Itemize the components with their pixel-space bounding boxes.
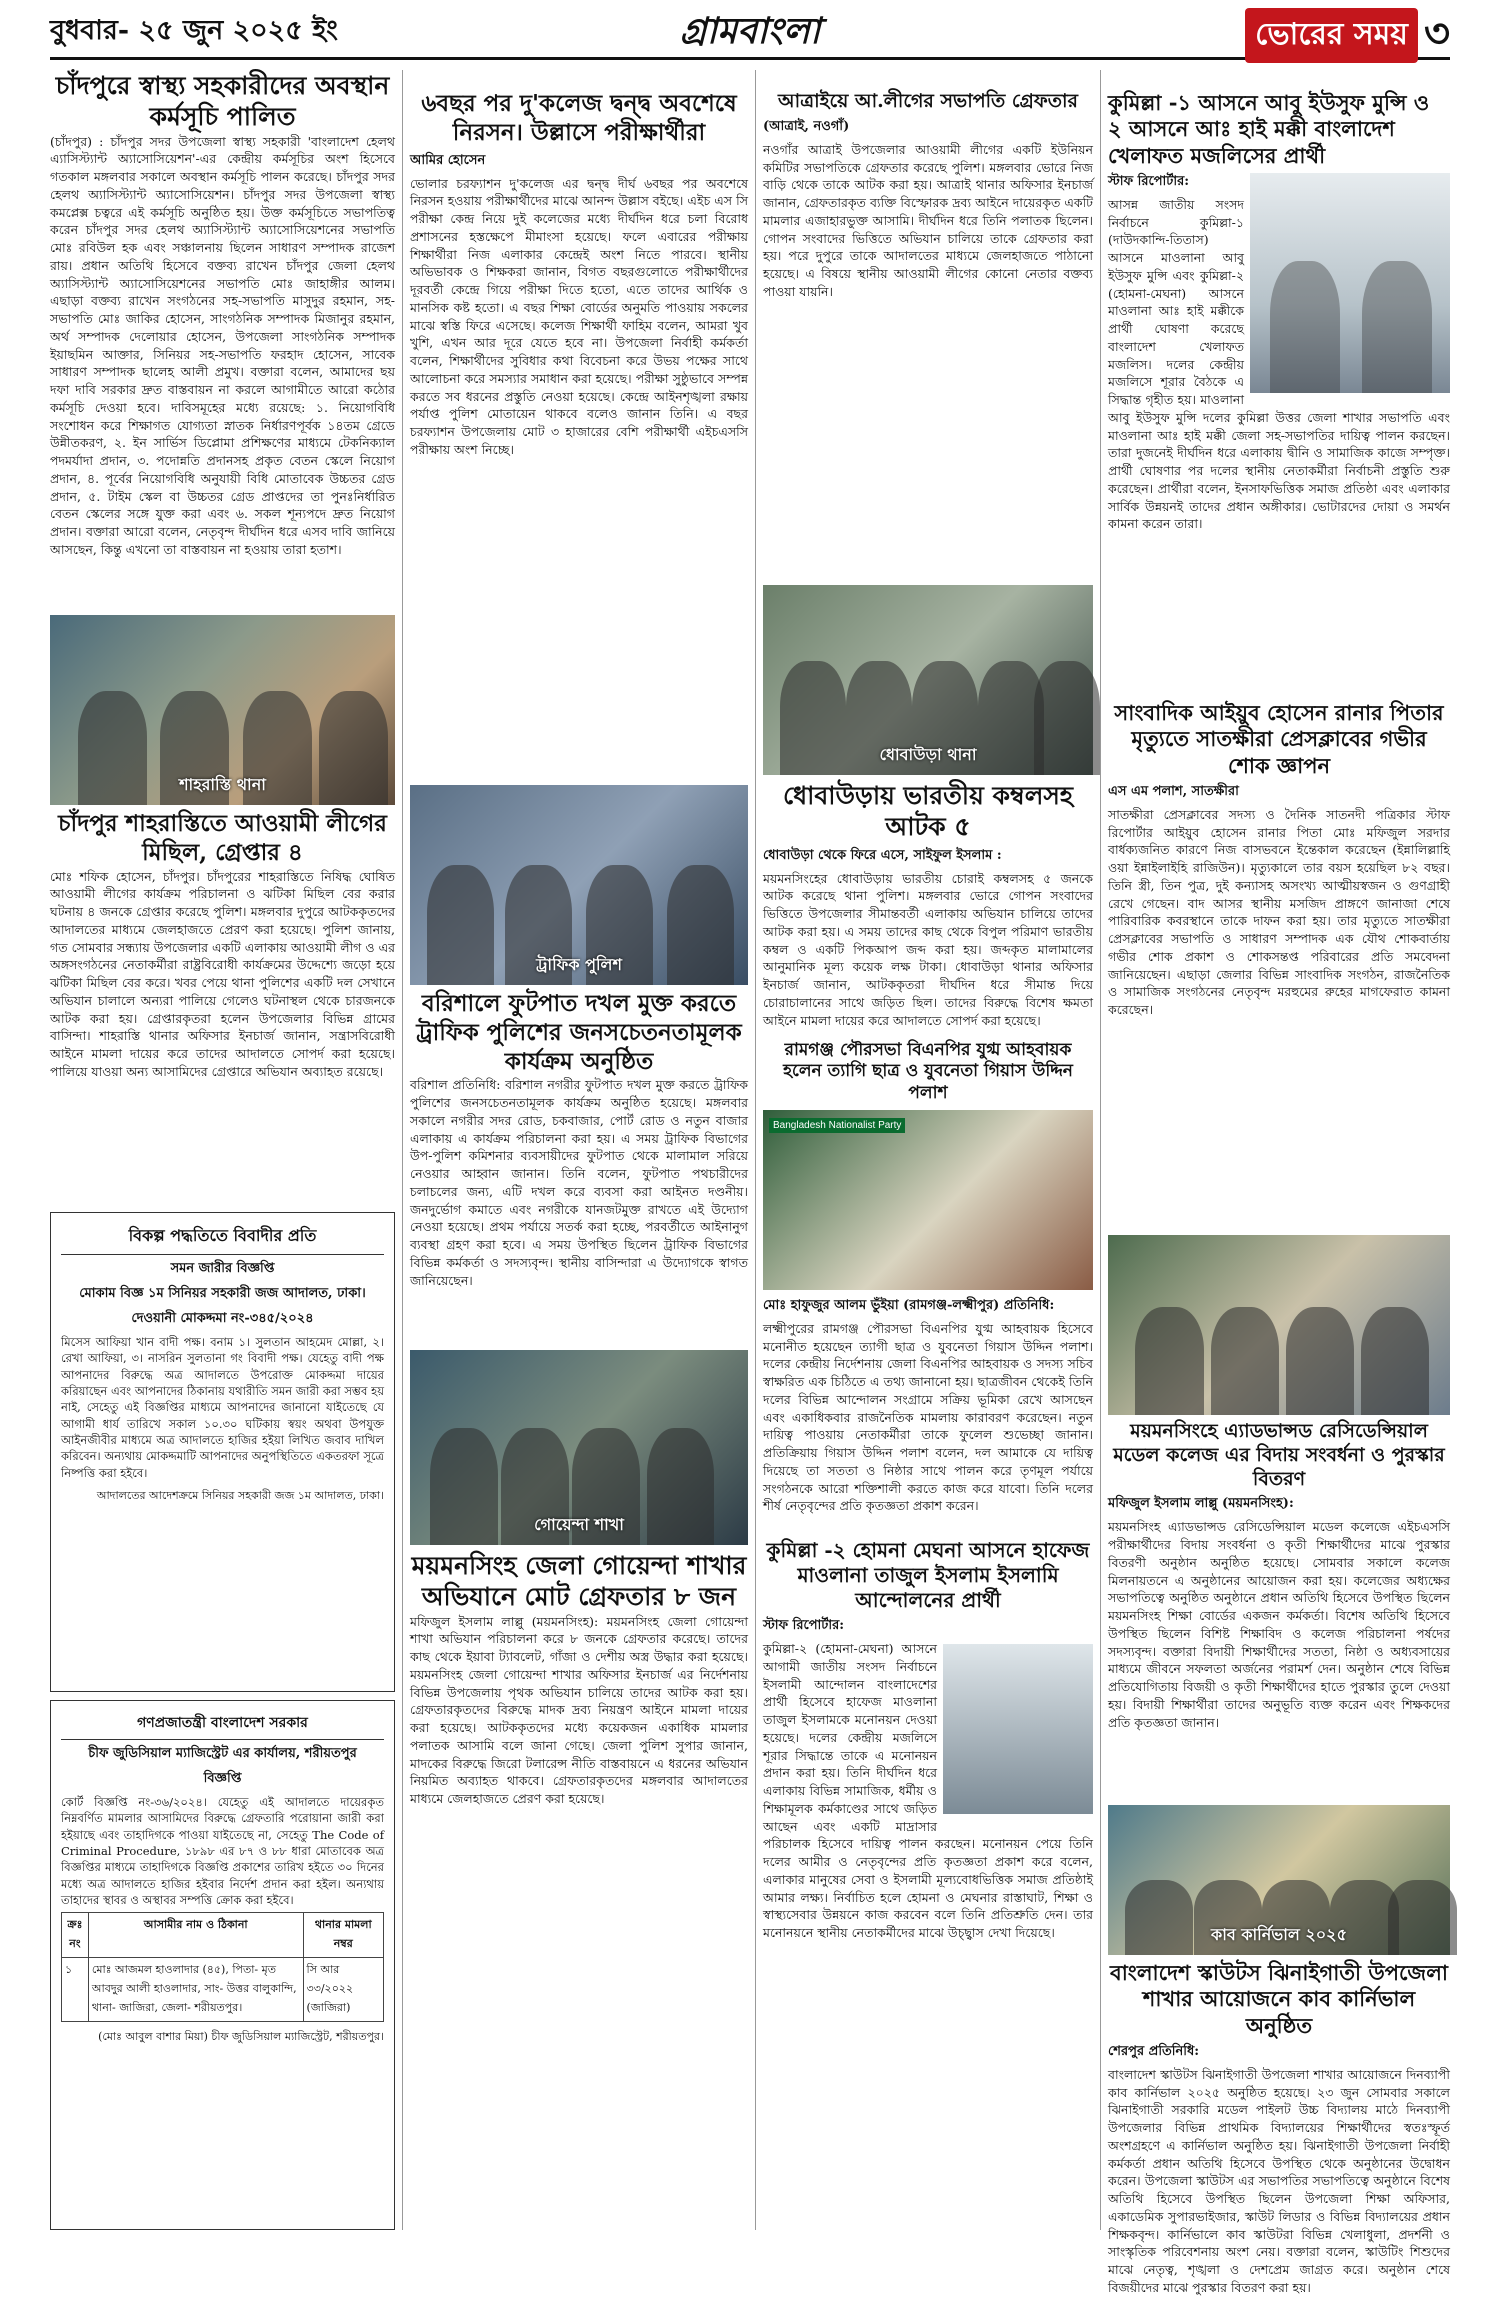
article-dhobaura-blankets[interactable] <box>763 780 1093 1035</box>
article-scouts-carnival[interactable] <box>1108 1960 1450 2295</box>
accused-table <box>61 1912 384 2022</box>
headline: ধোবাউড়ায় ভারতীয় কম্বলসহ আটক ৫ <box>782 781 1074 842</box>
photo-caption: শাহরাস্তি থানা <box>179 775 266 794</box>
table-header: থানার মামলা নম্বর <box>303 1913 383 1958</box>
news-photo[interactable] <box>1108 1235 1450 1415</box>
article-shahrasti-arrest[interactable] <box>50 810 395 1205</box>
notice-signature: (মোঃ আবুল বাশার মিয়া) চীফ জুডিসিয়াল ম্যাজিস্ট্রেট, শরীয়তপুর। <box>98 2030 384 2044</box>
byline: স্টাফ রিপোর্টার: <box>1108 173 1190 189</box>
article-ramganj-bnp[interactable] <box>763 1040 1093 1530</box>
article-body: আসন্ন জাতীয় সংসদ নির্বাচনে কুমিল্লা-১ (দাউদকান্দি-তিতাস) আসনে মাওলানা আবু ইউসুফ মুন্সি এবং কুমিল্লা-২ (হোমনা-মেঘনা) আসনে মাওলানা আঃ হাই মক্কীকে প্রার্থী ঘোষণা করেছে বাংলাদেশ খেলাফত মজলিস। দলের কেন্দ্রীয় মজলিসে শূরার বৈঠকে এ সিদ্ধান্ত গৃহীত হয়। মাওলানা আবু ইউসুফ মুন্সি দলের কুমিল্লা উত্তর জেলা শাখার সভাপতি এবং মাওলানা আঃ হাই মক্কী জেলা সহ-সভাপতির দায়িত্ব পালন করছেন। তারা দুজনেই দীর্ঘদিন ধরে এলাকায় দ্বীনি ও সামাজিক কাজে সম্পৃক্ত। প্রার্থী ঘোষণার পর দলের স্থানীয় নেতাকর্মীরা নির্বাচনী প্রস্তুতি শুরু করেছেন। প্রার্থীরা বলেন, ইনসাফভিত্তিক সমাজ প্রতিষ্ঠা এবং এলাকার সার্বিক উন্নয়নই তাদের প্রধান অঙ্গীকার। ভোটারদের দোয়া ও সমর্থন কামনা করেন তারা। <box>1108 196 1450 532</box>
news-photo[interactable] <box>1108 1805 1450 1955</box>
byline: স্টাফ রিপোর্টার: <box>763 1618 845 1633</box>
candidate-photo[interactable] <box>943 1644 1093 1814</box>
notice-body: কোর্ট বিজ্ঞপ্তি নং-৩৬/২০২৪। যেহেতু এই আদালতে দায়েরকৃত নিম্নবর্ণিত মামলার আসামিদের বিরুদ্ধে গ্রেফতারি পরোয়ানা জারী করা হইয়াছে এবং তাহাদিগকে পাওয়া যাইতেছে না, সেহেতু The Code of Criminal Procedure, ১৮৯৮ এর ৮৭ ও ৮৮ ধারা মোতাবেক অত্র বিজ্ঞপ্তির মাধ্যমে তাহাদিগকে বিজ্ঞপ্তি প্রকাশের তারিখ হইতে ৩০ দিনের মধ্যে অত্র আদালতে হাজির হইবার নির্দেশ প্রদান করা হইল। অন্যথায় তাহাদের স্থাবর ও অস্থাবর সম্পত্তি ক্রোক করা হইবে। <box>61 1795 384 1907</box>
headline: কুমিল্লা -২ হোমনা মেঘনা আসনে হাফেজ মাওলানা তাজুল ইসলাম ইসলামি আন্দোলনের প্রার্থী <box>766 1538 1090 1612</box>
column-rule <box>402 70 403 2230</box>
notice-title: বিকল্প পদ্ধতিতে বিবাদীর প্রতি <box>61 1223 384 1255</box>
article-body: লক্ষ্মীপুরের রামগঞ্জ পৌরসভা বিএনপির যুগ্ম আহবায়ক হিসেবে মনোনীত হয়েছেন ত্যাগী ছাত্র ও যুবনেতা গিয়াস উদ্দিন পলাশ। দলের কেন্দ্রীয় নির্দেশনায় জেলা বিএনপির আহবায়ক ও সদস্য সচিব স্বাক্ষরিত এক চিঠিতে এ তথ্য জানানো হয়। ছাত্রজীবন থেকেই তিনি দলের বিভিন্ন আন্দোলন সংগ্রামে সক্রিয় ভূমিকা রেখে আসছেন এবং একাধিকবার রাজনৈতিক মামলায় কারাবরণ করেছেন। নতুন দায়িত্ব পাওয়ায় নেতাকর্মীরা তাকে ফুলেল শুভেচ্ছা জানান। প্রতিক্রিয়ায় গিয়াস উদ্দিন পলাশ বলেন, দল আমাকে যে দায়িত্ব দিয়েছে তা সততা ও নিষ্ঠার সাথে পালন করে তৃণমূল পর্যায়ে সংগঠনকে আরো শক্তিশালী করতে কাজ করে যাবো। তিনি দলের শীর্ষ নেতৃবৃন্দের প্রতি কৃতজ্ঞতা প্রকাশ করেন। <box>763 1320 1093 1514</box>
photo-caption: ট্রাফিক পুলিশ <box>536 955 622 974</box>
notice-body: মিসেস আফিয়া খান বাদী পক্ষ। বনাম ১। সুলতান আহমেদ মোল্লা, ২। রেখা আফিয়া, ৩। নাসরিন সুলতানা গং বিবাদী পক্ষ। যেহেতু বাদী পক্ষ আপনাদের বিরুদ্ধে অত্র আদালতে উপরোক্ত মোকদ্দমা দায়ের করিয়াছেন এবং আপনাদের ঠিকানায় যথারীতি সমন জারী করা সম্ভব হয় নাই, সেহেতু এই বিজ্ঞপ্তির মাধ্যমে আপনাদের জানানো যাইতেছে যে আগামী ধার্য তারিখে সকাল ১০.৩০ ঘটিকায় স্বয়ং অথবা উপযুক্ত আইনজীবীর মাধ্যমে অত্র আদালতে হাজির হইয়া লিখিত জবাব দাখিল করিবেন। অন্যথায় মোকদ্দমাটি আপনাদের অনুপস্থিতিতে একতরফা সূত্রে নিষ্পত্তি করা হইবে। <box>61 1335 384 1480</box>
article-chandpur-health[interactable] <box>50 70 395 610</box>
headline: সাংবাদিক আইয়ুব হোসেন রানার পিতার মৃত্যুতে সাতক্ষীরা প্রেসক্লাবের গভীর শোক জ্ঞাপন <box>1114 700 1444 778</box>
headline: কুমিল্লা -১ আসনে আবু ইউসুফ মুন্সি ও ২ আসনে আঃ হাই মক্কী বাংলাদেশ খেলাফত মজলিসের প্রার্থী <box>1108 90 1430 168</box>
notice-title: গণপ্রজাতন্ত্রী বাংলাদেশ সরকার <box>61 1711 384 1740</box>
article-two-colleges[interactable] <box>410 90 748 780</box>
article-body: ময়মনসিংহ এ্যাডভান্সড রেসিডেন্সিয়াল মডেল কলেজে এইচএসসি পরীক্ষার্থীদের বিদায় সংবর্ধনা ও কৃতী শিক্ষার্থীদের মাঝে পুরস্কার বিতরণী অনুষ্ঠান অনুষ্ঠিত হয়েছে। সোমবার সকালে কলেজ মিলনায়তনে এ অনুষ্ঠানের আয়োজন করা হয়। কলেজের অধ্যক্ষের সভাপতিত্বে অনুষ্ঠিত অনুষ্ঠানে প্রধান অতিথি হিসেবে উপস্থিত ছিলেন ময়মনসিংহ শিক্ষা বোর্ডের একজন কর্মকর্তা। বিশেষ অতিথি হিসেবে উপস্থিত ছিলেন বিশিষ্ট শিক্ষাবিদ ও কলেজ পরিচালনা পর্ষদের সদস্যবৃন্দ। বক্তারা বিদায়ী শিক্ষার্থীদের সততা, নিষ্ঠা ও অধ্যবসায়ের মাধ্যমে জীবনে সফলতা অর্জনের পরামর্শ দেন। অনুষ্ঠান শেষে বিভিন্ন প্রতিযোগিতায় বিজয়ী ও কৃতী শিক্ষার্থীদের হাতে পুরস্কার তুলে দেওয়া হয়। বিদায়ী শিক্ষার্থীরা তাদের অনুভূতি ব্যক্ত করেন এবং শিক্ষকদের প্রতি কৃতজ্ঞতা জানান। <box>1108 1519 1450 1730</box>
notice-subtitle: সমন জারীর বিজ্ঞপ্তি <box>170 1261 275 1276</box>
article-body: ভোলার চরফ্যাশন দু'কলেজ এর দ্বন্দ্ব দীর্ঘ ৬বছর পর অবশেষে নিরসন হওয়ায় পরীক্ষার্থীদের মাঝে আনন্দ উল্লাস বইছে। এইচ এস সি পরীক্ষা কেন্দ্র নিয়ে দুই কলেজের মধ্যে দীর্ঘদিন ধরে চলা বিরোধ প্রশাসনের হস্তক্ষেপে মীমাংসা হয়েছে। ফলে এবারের পরীক্ষায় শিক্ষার্থীরা নিজ এলাকার কেন্দ্রেই অংশ নিতে পারবে। স্থানীয় অভিভাবক ও শিক্ষকরা জানান, বিগত বছরগুলোতে পরীক্ষার্থীদের দূরবর্তী কেন্দ্রে গিয়ে পরীক্ষা দিতে হতো, এতে তাদের আর্থিক ও মানসিক কষ্ট হতো। এ বছর শিক্ষা বোর্ডের অনুমতি পাওয়ায় সকলের মাঝে স্বস্তি ফিরে এসেছে। কলেজ শিক্ষার্থী ফাহিম বলেন, আমরা খুব খুশি, এখন আর দূরে যেতে হবে না। উপজেলা নির্বাহী কর্মকর্তা বলেন, শিক্ষার্থীদের সুবিধার কথা বিবেচনা করে উভয় পক্ষের সাথে আলোচনা করে সমস্যার সমাধান করা হয়েছে। পরীক্ষা সুষ্ঠুভাবে সম্পন্ন করতে সব ধরনের প্রস্তুতি নেওয়া হয়েছে। কেন্দ্রে আইনশৃঙ্খলা রক্ষায় পর্যাপ্ত পুলিশ মোতায়েন থাকবে বলেও জানান তিনি। এ বছর চরফ্যাশন উপজেলায় মোট ৩ হাজারের বেশি পরীক্ষার্থী এইচএসসি পরীক্ষায় অংশ নিচ্ছে। <box>410 175 748 457</box>
bnp-banner: Bangladesh Nationalist Party <box>769 1118 905 1133</box>
news-photo[interactable] <box>50 615 395 805</box>
news-photo[interactable] <box>763 585 1093 775</box>
headline: রামগঞ্জ পৌরসভা বিএনপির যুগ্ম আহবায়ক হলেন ত্যাগি ছাত্র ও যুবনেতা গিয়াস উদ্দিন পলাশ <box>783 1040 1073 1103</box>
byline: মফিজুল ইসলাম লাল্লু (ময়মনসিংহ): <box>1108 1496 1294 1512</box>
news-photo[interactable] <box>410 1350 748 1545</box>
article-cumilla2-candidate[interactable] <box>763 1538 1093 2230</box>
article-body: মোঃ শফিক হোসেন, চাঁদপুর। চাঁদপুরের শাহরাস্তিতে নিষিদ্ধ ঘোষিত আওয়ামী লীগের কার্যক্রম পরিচালনা ও ঝটিকা মিছিল বের করার ঘটনায় ৪ জনকে গ্রেপ্তার করেছে পুলিশ। মঙ্গলবার দুপুরে আটককৃতদের আদালতের মাধ্যমে জেলহাজতে প্রেরণ করা হয়েছে। পুলিশ জানায়, গত সোমবার সন্ধ্যায় উপজেলার একটি এলাকায় আওয়ামী লীগ ও এর অঙ্গসংগঠনের নেতাকর্মীরা রাষ্ট্রবিরোধী কার্যক্রমের উদ্দেশ্যে জড়ো হয়ে ঝটিকা মিছিল বের করে। খবর পেয়ে থানা পুলিশের একটি দল সেখানে অভিযান চালালে অন্যরা পালিয়ে গেলেও ঘটনাস্থল থেকে চারজনকে আটক করা হয়। গ্রেপ্তারকৃতরা হলেন উপজেলার বিভিন্ন গ্রামের বাসিন্দা। শাহরাস্তি থানার অফিসার ইনচার্জ জানান, সন্ত্রাসবিরোধী আইনে মামলা দায়ের করে তাদের আদালতে সোপর্দ করা হয়েছে। পালিয়ে যাওয়া অন্য আসামিদের গ্রেপ্তারে অভিযান অব্যাহত রয়েছে। <box>50 868 395 1079</box>
table-header: ক্রঃ নং <box>62 1913 89 1958</box>
table-row: ১ মোঃ আজমল হাওলাদার (৪৫), পিতা- মৃত আবদুর আলী হাওলাদার, সাং- উত্তর বালুকান্দি, থানা- জাজিরা, জেলা- শরীয়তপুর। সি আর ৩৩/২০২২ (জাজিরা) <box>62 1958 384 2022</box>
news-photo[interactable] <box>410 785 748 985</box>
byline: (আত্রাই, নওগাঁ) <box>763 118 850 134</box>
table-header: আসামীর নাম ও ঠিকানা <box>88 1913 303 1958</box>
issue-date: বুধবার- ২৫ জুন ২০২৫ ইং <box>50 15 338 46</box>
notice-case: দেওয়ানী মোকদ্দমা নং-৩৪৫/২০২৪ <box>131 1311 314 1326</box>
byline: আমির হোসেন <box>410 152 486 168</box>
column-rule <box>755 70 756 2230</box>
notice-signature: আদালতের আদেশক্রমে সিনিয়র সহকারী জজ ১ম আদালত, ঢাকা। <box>96 1488 384 1502</box>
newspaper-name: ভোরের সময় <box>1245 8 1418 63</box>
article-cumilla1-candidates[interactable] <box>1108 90 1450 690</box>
column-rule <box>1100 70 1101 2230</box>
notice-court: মোকাম বিজ্ঞ ১ম সিনিয়র সহকারী জজ আদালত, ঢাকা। <box>79 1286 366 1301</box>
article-body: ময়মনসিংহের ধোবাউড়ায় ভারতীয় চোরাই কম্বলসহ ৫ জনকে আটক করেছে থানা পুলিশ। মঙ্গলবার ভোরে গোপন সংবাদের ভিত্তিতে উপজেলার সীমান্তবর্তী এলাকায় অভিযান চালিয়ে তাদের আটক করা হয়। এ সময় তাদের কাছ থেকে বিপুল পরিমাণ ভারতীয় কম্বল ও একটি পিকআপ জব্দ করা হয়। জব্দকৃত মালামালের আনুমানিক মূল্য কয়েক লক্ষ টাকা। ধোবাউড়া থানার অফিসার ইনচার্জ জানান, আটককৃতরা দীর্ঘদিন ধরে সীমান্ত দিয়ে চোরাচালানের সাথে জড়িত ছিল। তাদের বিরুদ্ধে বিশেষ ক্ষমতা আইনে মামলা দায়ের করে আদালতে সোপর্দ করা হয়েছে। <box>763 870 1093 1028</box>
page-number: ৩ <box>1423 10 1450 57</box>
byline: এস এম পলাশ, সাতক্ষীরা <box>1108 783 1239 799</box>
headline: ময়মনসিংহে এ্যাডভান্সড রেসিডেন্সিয়াল মডেল কলেজ এর বিদায় সংবর্ধনা ও পুরস্কার বিতরণ <box>1113 1420 1445 1490</box>
legal-notice-warrant[interactable] <box>50 1700 395 2230</box>
headline: বরিশালে ফুটপাত দখল মুক্ত করতে ট্রাফিক পুলিশের জনসচেতনতামূলক কার্যক্রম অনুষ্ঠিত <box>416 990 742 1075</box>
notice-kind: বিজ্ঞপ্তি <box>203 1771 242 1786</box>
article-body: (চাঁদপুর) : চাঁদপুর সদর উপজেলা স্বাস্থ্য সহকারী 'বাংলাদেশ হেলথ এ্যাসিস্ট্যান্ট অ্যাসোসিয়েশন'-এর কেন্দ্রীয় কর্মসূচির অংশ হিসেবে গতকাল মঙ্গলবার সকালে অবস্থান কর্মসূচি পালন করেছে। চাঁদপুর সদর হেলথ অ্যাসিস্ট্যান্ট অ্যাসোসিয়েশন। চাঁদপুর সদর উপজেলা স্বাস্থ্য কমপ্লেক্স চত্বরে এই কর্মসূচি অনুষ্ঠিত হয়। উক্ত কর্মসূচিতে সভাপতিত্ব করেন চাঁদপুর সদর হেলথ অ্যাসিস্ট্যান্ট অ্যাসোসিয়েশনের সভাপতি মোঃ রবিউল হক এবং সঞ্চালনায় ছিলেন সাধারণ সম্পাদক রাজেশ রায়। প্রধান অতিথি হিসেবে বক্তব্য রাখেন চাঁদপুর জেলা হেলথ অ্যাসিস্ট্যান্ট অ্যাসোসিয়েশনের সভাপতি মোঃ জাহাঙ্গীর আলম। এছাড়া বক্তব্য রাখেন সংগঠনের সহ-সভাপতি মাসুদুর রহমান, সহ-সভাপতি মোঃ জাকির হোসেন, সাংগঠনিক সম্পাদক মিজানুর রহমান, অর্থ সম্পাদক দেলোয়ার হোসেন, উপজেলা সাংগঠনিক সম্পাদক ইয়াছমিন আক্তার, সিনিয়র সহ-সভাপতি ফরহাদ হোসেন, সাবেক সাধারণ সম্পাদক ছালেহ আলী প্রমুখ। বক্তারা বলেন, আমাদের ছয় দফা দাবি সরকার দ্রুত বাস্তবায়ন না করলে আগামীতে আরো কঠোর কর্মসূচি দেওয়া হবে। দাবিসমূহের মধ্যে রয়েছে: ১. নিয়োগবিধি সংশোধন করে শিক্ষাগত যোগ্যতা স্নাতক নির্ধারণপূর্বক ১৪তম গ্রেডে উন্নীতকরণ, ২. ইন সার্ভিস ডিপ্লোমা প্রশিক্ষণের মাধ্যমে টেকনিক্যাল পদমর্যাদা প্রদান, ৩. পদোন্নতি প্রদানসহ প্রকৃত বেতন স্কেলে নিয়োগ প্রদান, ৪. পূর্বের নিয়োগবিধি অনুযায়ী বিধি মোতাবেক উচ্চতর গ্রেড প্রদান, ৫. টাইম স্কেল বা উচ্চতর গ্রেড প্রাপ্তদের তা পুনঃনির্ধারিত বেতন স্কেলের সঙ্গে যুক্ত করা এবং ৬. সকল শূন্যপদে দ্রুত নিয়োগ প্রদান। বক্তারা আরো বলেন, নেতৃবৃন্দ দীর্ঘদিন ধরে এসব দাবি জানিয়ে আসছেন, কিন্তু এখনো তা বাস্তবায়ন না হওয়ায় তারা হতাশ। <box>50 133 395 557</box>
photo-caption: কাব কার্নিভাল ২০২৫ <box>1211 1925 1347 1944</box>
byline: ধোবাউড়া থেকে ফিরে এসে, সাইফুল ইসলাম : <box>763 847 1002 863</box>
newspaper-logo[interactable] <box>1245 2 1450 69</box>
section-title: গ্রামবাংলা <box>679 10 821 52</box>
headline: আত্রাইয়ে আ.লীগের সভাপতি গ্রেফতার <box>778 90 1078 112</box>
legal-notice-summons[interactable] <box>50 1212 395 1692</box>
article-body: বরিশাল প্রতিনিধি: বরিশাল নগরীর ফুটপাত দখল মুক্ত করতে ট্রাফিক পুলিশের জনসচেতনতামূলক কার্যক্রম অনুষ্ঠিত হয়েছে। মঙ্গলবার সকালে নগরীর সদর রোড, চকবাজার, পোর্ট রোড ও নতুন বাজার এলাকায় এ কার্যক্রম পরিচালনা করা হয়। এ সময় ট্রাফিক বিভাগের উপ-পুলিশ কমিশনার ব্যবসায়ীদের ফুটপাত থেকে মালামাল সরিয়ে নেওয়ার আহ্বান জানান। তিনি বলেন, ফুটপাত পথচারীদের চলাচলের জন্য, এটি দখল করে ব্যবসা করা আইনত দণ্ডনীয়। জনদুর্ভোগ কমাতে এবং নগরীকে যানজটমুক্ত রাখতে এই উদ্যোগ নেওয়া হয়েছে। প্রথম পর্যায়ে সতর্ক করা হচ্ছে, পরবর্তীতে আইনানুগ ব্যবস্থা গ্রহণ করা হবে। এ সময় উপস্থিত ছিলেন ট্রাফিক বিভাগের বিভিন্ন কর্মকর্তা ও সদস্যবৃন্দ। স্থানীয় বাসিন্দারা এ উদ্যোগকে স্বাগত জানিয়েছেন। <box>410 1077 748 1288</box>
article-satkhira-condolence[interactable] <box>1108 700 1450 1230</box>
byline: মোঃ হাফুজুর আলম ভুঁইয়া (রামগঞ্জ-লক্ষ্মীপুর) প্রতিনিধি: <box>763 1297 1055 1313</box>
article-body: মফিজুল ইসলাম লাল্লু (ময়মনসিংহ): ময়মনসিংহ জেলা গোয়েন্দা শাখা অভিযান পরিচালনা করে ৮ জনকে গ্রেফতার করেছে। তাদের কাছ থেকে ইয়াবা ট্যাবলেট, গাঁজা ও দেশীয় অস্ত্র উদ্ধার করা হয়েছে। ময়মনসিংহ জেলা গোয়েন্দা শাখার অফিসার ইনচার্জ এর নির্দেশনায় বিভিন্ন উপজেলায় পৃথক অভিযান চালিয়ে তাদের আটক করা হয়। গ্রেফতারকৃতদের বিরুদ্ধে মাদক দ্রব্য নিয়ন্ত্রণ আইনে মামলা দায়ের করা হয়েছে। আটককৃতদের মধ্যে কয়েকজন একাধিক মামলার পলাতক আসামি বলে জানা গেছে। জেলা পুলিশ সুপার জানান, মাদকের বিরুদ্ধে জিরো টলারেন্স নীতি বাস্তবায়নে এ ধরনের অভিযান নিয়মিত অব্যাহত থাকবে। গ্রেফতারকৃতদের মঙ্গলবার আদালতের মাধ্যমে জেলহাজতে প্রেরণ করা হয়েছে। <box>410 1613 748 1806</box>
notice-subtitle: চীফ জুডিসিয়াল ম্যাজিস্ট্রেট এর কার্যালয়, শরীয়তপুর <box>88 1746 357 1761</box>
news-photo[interactable] <box>763 1110 1093 1290</box>
article-barishal-traffic[interactable] <box>410 990 748 1345</box>
headline: ৬বছর পর দু'কলেজ দ্বন্দ্ব অবশেষে নিরসন। উল্লাসে পরীক্ষার্থীরা <box>421 90 737 146</box>
byline: শেরপুর প্রতিনিধি: <box>1108 2043 1200 2059</box>
candidate-photos[interactable] <box>1250 173 1450 393</box>
headline: চাঁদপুরে স্বাস্থ্য সহকারীদের অবস্থান কর্মসূচি পালিত <box>55 71 390 132</box>
article-atrai-arrest[interactable] <box>763 90 1093 580</box>
headline: বাংলাদেশ স্কাউটস ঝিনাইগাতী উপজেলা শাখার আয়োজনে কাব কার্নিভাল অনুষ্ঠিত <box>1110 1960 1448 2038</box>
photo-caption: গোয়েন্দা শাখা <box>534 1515 624 1534</box>
article-body: সাতক্ষীরা প্রেসক্লাবের সদস্য ও দৈনিক সাতনদী পত্রিকার স্টাফ রিপোর্টার আইয়ুব হোসেন রানার পিতা মোঃ মফিজুল সরদার বার্ধক্যজনিত কারণে নিজ বাসভবনে ইন্তেকাল করেছেন (ইন্নালিল্লাহি ওয়া ইন্নাইলাইহি রাজিউন)। মৃত্যুকালে তার বয়স হয়েছিল ৮২ বছর। তিনি স্ত্রী, তিন পুত্র, দুই কন্যাসহ অসংখ্য আত্মীয়স্বজন ও গুণগ্রাহী রেখে গেছেন। বাদ আসর স্থানীয় মসজিদ প্রাঙ্গণে জানাজা শেষে পারিবারিক কবরস্থানে তাকে দাফন করা হয়। তার মৃত্যুতে সাতক্ষীরা প্রেসক্লাবের সভাপতি ও সাধারণ সম্পাদক এক যৌথ শোকবার্তায় গভীর শোক প্রকাশ ও শোকসন্তপ্ত পরিবারের প্রতি সমবেদনা জানিয়েছেন। এছাড়া জেলার বিভিন্ন সাংবাদিক সংগঠন, রাজনৈতিক ও সামাজিক সংগঠনের নেতৃবৃন্দ মরহুমের রুহের মাগফেরাত কামনা করেছেন। <box>1108 806 1450 1017</box>
photo-caption: ধোবাউড়া থানা <box>879 745 977 764</box>
article-mymensingh-college[interactable] <box>1108 1420 1450 1800</box>
article-body: কুমিল্লা-২ (হোমনা-মেঘনা) আসনে আগামী জাতীয় সংসদ নির্বাচনে ইসলামী আন্দোলন বাংলাদেশের প্রার্থী হিসেবে হাফেজ মাওলানা তাজুল ইসলামকে মনোনয়ন দেওয়া হয়েছে। দলের কেন্দ্রীয় মজলিসে শূরার সিদ্ধান্তে তাকে এ মনোনয়ন প্রদান করা হয়। তিনি দীর্ঘদিন ধরে এলাকায় বিভিন্ন সামাজিক, ধর্মীয় ও শিক্ষামূলক কর্মকাণ্ডের সাথে জড়িত আছেন এবং একটি মাদ্রাসার পরিচালক হিসেবে দায়িত্ব পালন করছেন। মনোনয়ন পেয়ে তিনি দলের আমীর ও নেতৃবৃন্দের প্রতি কৃতজ্ঞতা প্রকাশ করে বলেন, এলাকার মানুষের সেবা ও ইসলামী মূল্যবোধভিত্তিক সমাজ প্রতিষ্ঠাই আমার লক্ষ্য। নির্বাচিত হলে হোমনা ও মেঘনার রাস্তাঘাট, শিক্ষা ও স্বাস্থ্যসেবার উন্নয়নে কাজ করবেন বলে তিনি প্রতিশ্রুতি দেন। তার মনোনয়নে স্থানীয় নেতাকর্মীদের মাঝে উচ্ছ্বাস দেখা দিয়েছে। <box>763 1641 1093 1940</box>
article-mymensingh-db[interactable] <box>410 1550 748 2230</box>
article-body: বাংলাদেশ স্কাউটস ঝিনাইগাতী উপজেলা শাখার আয়োজনে দিনব্যাপী কাব কার্নিভাল ২০২৫ অনুষ্ঠিত হয়েছে। ২৩ জুন সোমবার সকালে ঝিনাইগাতী সরকারি মডেল পাইলট উচ্চ বিদ্যালয় মাঠে দিনব্যাপী উপজেলার বিভিন্ন প্রাথমিক বিদ্যালয়ের শিক্ষার্থীদের স্বতঃস্ফূর্ত অংশগ্রহণে এ কার্নিভাল অনুষ্ঠিত হয়। ঝিনাইগাতী উপজেলা নির্বাহী কর্মকর্তা প্রধান অতিথি হিসেবে উপস্থিত থেকে অনুষ্ঠানের উদ্বোধন করেন। উপজেলা স্কাউটস এর সভাপতির সভাপতিত্বে অনুষ্ঠানে বিশেষ অতিথি হিসেবে উপস্থিত ছিলেন উপজেলা শিক্ষা অফিসার, একাডেমিক সুপারভাইজার, স্কাউট লিডার ও বিভিন্ন বিদ্যালয়ের প্রধান শিক্ষকবৃন্দ। কার্নিভালে কাব স্কাউটরা বিভিন্ন খেলাধুলা, প্রদর্শনী ও সাংস্কৃতিক পরিবেশনায় অংশ নেয়। বক্তারা বলেন, স্কাউটিং শিশুদের মাঝে নেতৃত্ব, শৃঙ্খলা ও দেশপ্রেম জাগ্রত করে। অনুষ্ঠান শেষে বিজয়ীদের মাঝে পুরস্কার বিতরণ করা হয়। <box>1108 2066 1450 2295</box>
article-body: নওগাঁর আত্রাই উপজেলার আওয়ামী লীগের একটি ইউনিয়ন কমিটির সভাপতিকে গ্রেফতার করেছে পুলিশ। মঙ্গলবার ভোরে নিজ বাড়ি থেকে তাকে আটক করা হয়। আত্রাই থানার অফিসার ইনচার্জ জানান, গ্রেফতারকৃত ব্যক্তি বিস্ফোরক দ্রব্য আইনে দায়েরকৃত একটি মামলার এজাহারভুক্ত আসামি। দীর্ঘদিন ধরে তিনি পলাতক ছিলেন। গোপন সংবাদের ভিত্তিতে অভিযান চালিয়ে তাকে গ্রেফতার করা হয়। পরে দুপুরে তাকে আদালতের মাধ্যমে জেলহাজতে পাঠানো হয়েছে। এ বিষয়ে স্থানীয় আওয়ামী লীগের কোনো নেতার বক্তব্য পাওয়া যায়নি। <box>763 141 1093 299</box>
page-header <box>50 0 1450 60</box>
headline: চাঁদপুর শাহরাস্তিতে আওয়ামী লীগের মিছিল, গ্রেপ্তার ৪ <box>58 810 387 866</box>
headline: ময়মনসিংহ জেলা গোয়েন্দা শাখার অভিযানে মোট গ্রেফতার ৮ জন <box>411 1551 747 1612</box>
